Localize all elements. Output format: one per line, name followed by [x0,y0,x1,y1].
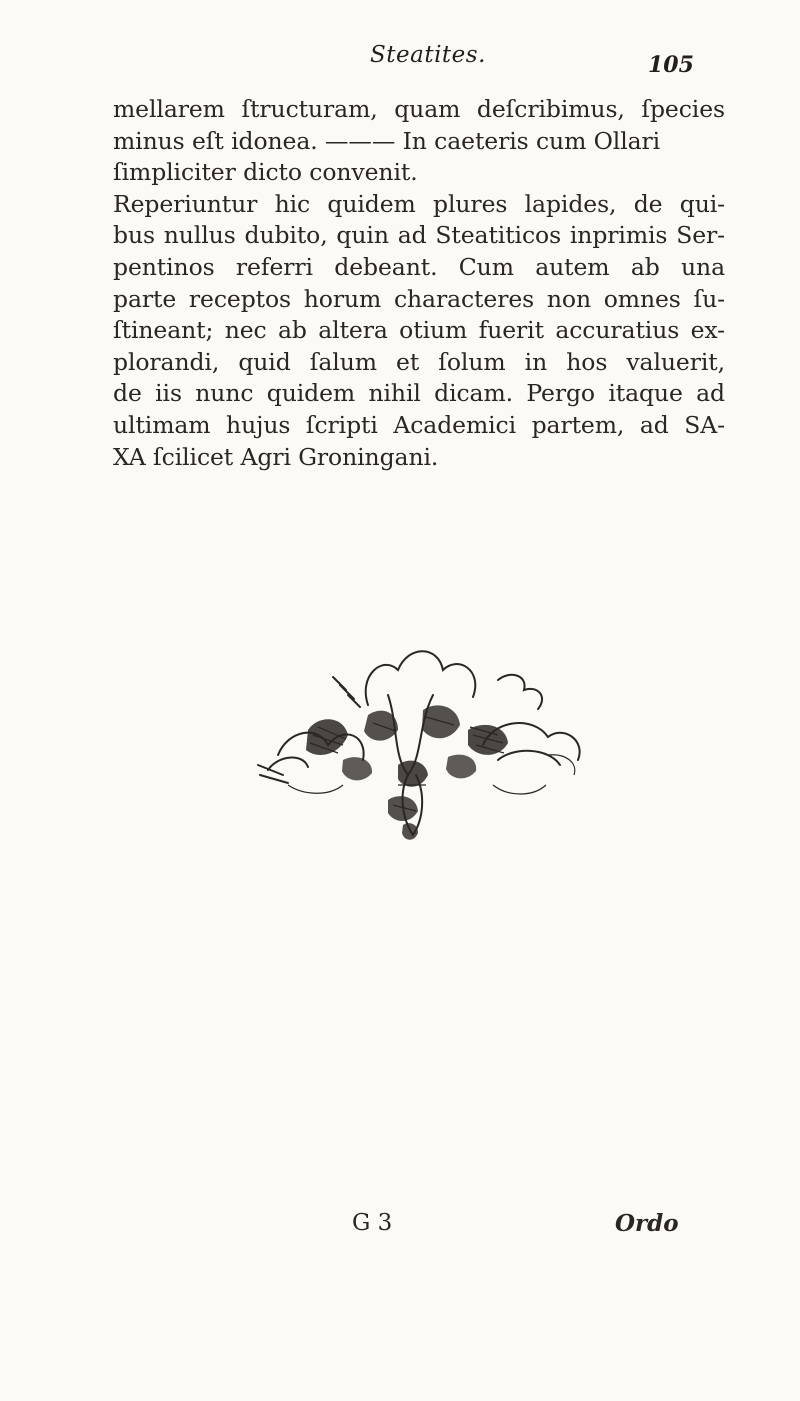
floral-vignette-icon [248,635,590,853]
catchword: Ordo [615,1210,679,1237]
text-line: plorandi, quid ſalum et ſolum in hos valuerit, [113,347,725,376]
text-line: ſimpliciter dicto convenit. [113,158,418,187]
text-line: Reperiuntur hic quidem plures lapides, de qui- [113,189,725,218]
text-line: minus eſt idonea. ——— In caeteris cum Ollari [113,126,661,155]
text-line: XA ſcilicet Agri Groningani. [113,442,439,471]
body-text [113,94,725,473]
signature-mark: G 3 [352,1210,393,1236]
text-line: de iis nunc quidem nihil dicam. Pergo itaque ad [113,379,725,408]
page-number: 105 [648,52,694,78]
text-line: bus nullus dubito, quin ad Steatiticos inprimis Ser- [113,221,725,250]
text-line: pentinos referri debeant. Cum autem ab una [113,252,725,281]
text-line: ſtineant; nec ab altera otium fuerit accuratius ex- [113,316,725,345]
text-line: ultimam hujus ſcripti Academici partem, ad SA- [113,410,725,439]
text-line: parte receptos horum characteres non omnes ſu- [113,284,725,313]
text-line: mellarem ſtructuram, quam deſcribimus, ſpecies [113,95,725,123]
running-title: Steatites. [370,42,486,68]
